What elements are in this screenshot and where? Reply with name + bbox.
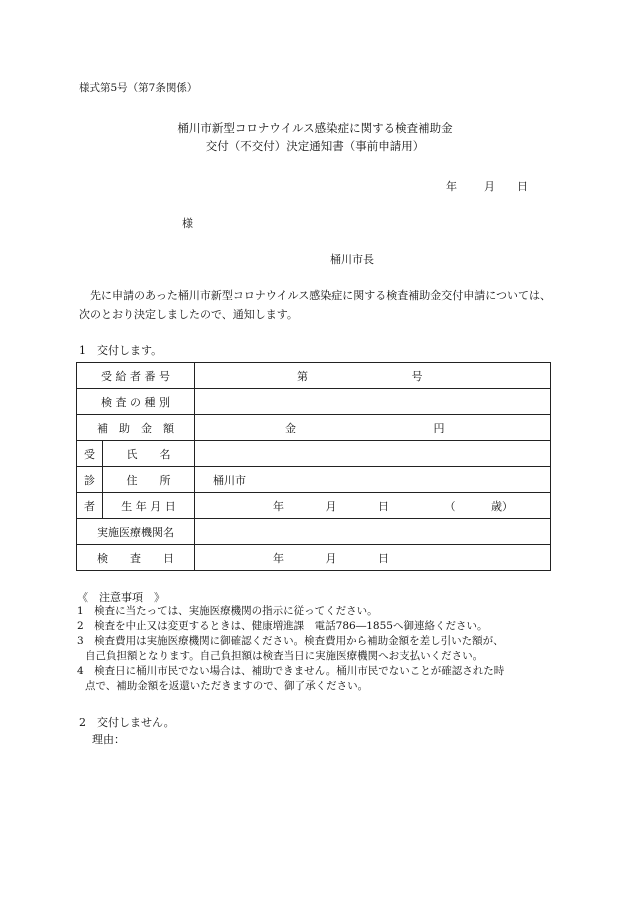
table-row bbox=[77, 389, 551, 415]
issuer-name: 桶川市長 bbox=[330, 253, 374, 266]
decision-table bbox=[76, 362, 551, 571]
table-row bbox=[77, 467, 551, 493]
age-open: （ bbox=[444, 499, 456, 513]
test-type-label: 検 査 の 種 別 bbox=[77, 389, 195, 415]
examinee-label-1: 受 bbox=[77, 441, 103, 467]
note-item-4-line-1: 4 検査日に桶川市民でない場合は、補助できません。桶川市民でないことが確認された時 bbox=[77, 665, 505, 677]
birth-month-label: 月 bbox=[325, 499, 337, 513]
table-row bbox=[77, 519, 551, 545]
recipient-number-label: 受 給 者 番 号 bbox=[77, 363, 195, 389]
note-item-4-line-2: 点で、補助金額を返還いただきますので、御了承ください。 bbox=[85, 680, 369, 692]
birthdate-cell bbox=[195, 493, 551, 519]
address-value: 桶川市 bbox=[213, 473, 246, 487]
address-cell bbox=[195, 467, 551, 493]
recipient-number-cell bbox=[195, 363, 551, 389]
test-type-cell bbox=[195, 389, 551, 415]
amount-prefix: 金 bbox=[285, 421, 296, 435]
test-date-label: 検 査 日 bbox=[77, 545, 195, 571]
note-item-3-line-2: 自己負担額となります。自己負担額は検査当日に実施医療機関へお支払いください。 bbox=[85, 650, 484, 662]
notes-title: 《 注意事項 》 bbox=[77, 591, 165, 604]
birthdate-label: 生 年 月 日 bbox=[103, 493, 195, 519]
examinee-label-2: 診 bbox=[77, 467, 103, 493]
addressee-suffix: 様 bbox=[182, 217, 193, 230]
date-month-label: 月 bbox=[484, 180, 495, 193]
section-grant-heading: 1 交付します。 bbox=[79, 344, 163, 357]
form-number: 様式第5号（第7条関係） bbox=[79, 82, 198, 94]
test-month-label: 月 bbox=[325, 551, 337, 565]
subsidy-amount-cell bbox=[195, 415, 551, 441]
date-day-label: 日 bbox=[517, 180, 528, 193]
subsidy-amount-label: 補 助 金 額 bbox=[77, 415, 195, 441]
table-row bbox=[77, 363, 551, 389]
note-item-2: 2 検査を中止又は変更するときは、健康増進課 電話786―1855へ御連絡ください。 bbox=[77, 620, 488, 632]
institution-cell bbox=[195, 519, 551, 545]
institution-label: 実施医療機関名 bbox=[77, 519, 195, 545]
examinee-label-3: 者 bbox=[77, 493, 103, 519]
document-title-line-2: 交付（不交付）決定通知書（事前申請用） bbox=[205, 139, 425, 153]
birth-year-label: 年 bbox=[273, 499, 284, 513]
intro-paragraph: 先に申請のあった桶川市新型コロナウイルス感染症に関する検査補助金交付申請については、次のとおり決定しましたので、通知します。 bbox=[79, 289, 552, 321]
table-row bbox=[77, 493, 551, 519]
section-no-grant-heading: 2 交付しません。 bbox=[79, 716, 175, 729]
table-row bbox=[77, 441, 551, 467]
note-item-1: 1 検査に当たっては、実施医療機関の指示に従ってください。 bbox=[77, 605, 378, 617]
table-row bbox=[77, 415, 551, 441]
name-cell bbox=[195, 441, 551, 467]
test-year-label: 年 bbox=[273, 551, 284, 565]
birth-day-label: 日 bbox=[378, 499, 389, 513]
age-close: 歳） bbox=[491, 499, 513, 513]
test-date-cell bbox=[195, 545, 551, 571]
address-label: 住 所 bbox=[103, 467, 195, 493]
recipient-number-prefix: 第 bbox=[297, 369, 308, 383]
amount-suffix: 円 bbox=[433, 421, 445, 435]
name-label: 氏 名 bbox=[103, 441, 195, 467]
note-item-3-line-1: 3 検査費用は実施医療機関に御確認ください。検査費用から補助金額を差し引いた額が、 bbox=[77, 635, 504, 647]
recipient-number-suffix: 号 bbox=[411, 369, 423, 383]
table-row bbox=[77, 545, 551, 571]
date-year-label: 年 bbox=[446, 180, 457, 193]
document-title-line-1: 桶川市新型コロナウイルス感染症に関する検査補助金 bbox=[177, 121, 453, 135]
test-day-label: 日 bbox=[378, 551, 389, 565]
reason-label: 理由： bbox=[92, 733, 125, 746]
